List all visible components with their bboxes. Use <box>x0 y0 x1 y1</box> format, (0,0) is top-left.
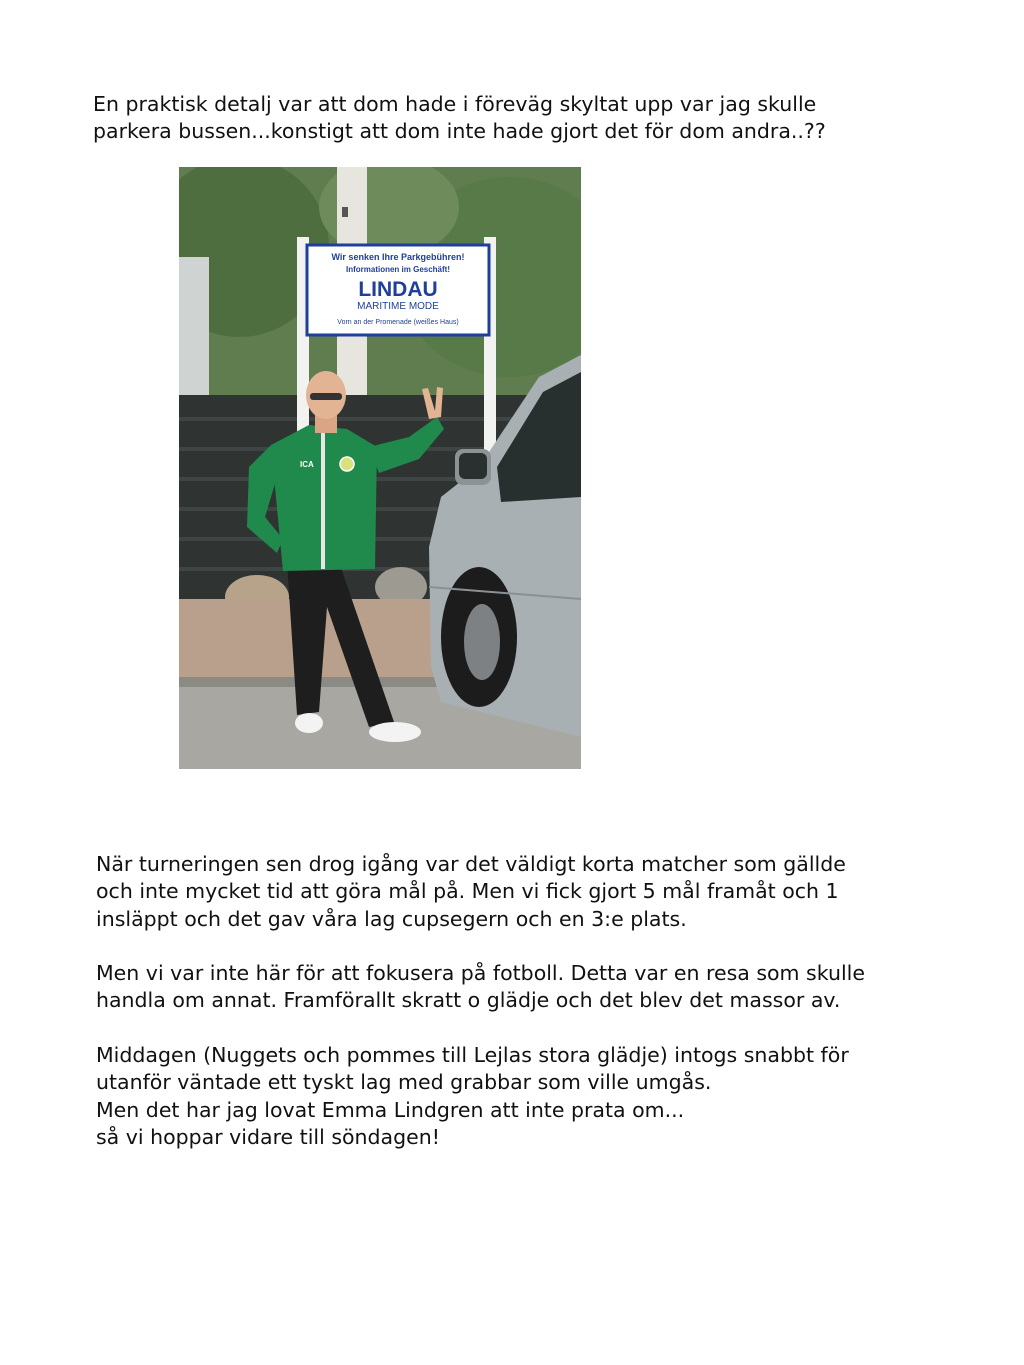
fun-paragraph <box>96 960 865 1015</box>
sign-brand: LINDAU <box>358 278 438 301</box>
parking-sign-photo <box>179 167 581 769</box>
jacket-logo: ICA <box>300 460 314 469</box>
body-line: handla om annat. Framförallt skratt o glädje och det blev det massor av. <box>96 988 841 1013</box>
body-line: och inte mycket tid att göra mål på. Men vi fick gjort 5 mål framåt och 1 <box>96 879 839 904</box>
parking-sign <box>307 245 489 335</box>
sign-line: MARITIME MODE <box>357 301 439 312</box>
body-line: insläppt och det gav våra lag cupsegern och en 3:e plats. <box>96 906 687 931</box>
body-line: Middagen (Nuggets och pommes till Lejlas stora glädje) intogs snabbt för <box>96 1043 849 1067</box>
body-line: utanför väntade ett tyskt lag med grabbar som ville umgås. <box>96 1070 712 1095</box>
intro-line: En praktisk detalj var att dom hade i föreväg skyltat upp var jag skulle <box>93 92 817 116</box>
body-line: När turneringen sen drog igång var det väldigt korta matcher som gällde <box>96 852 846 876</box>
body-line: Men vi var inte här för att fokusera på fotboll. Detta var en resa som skulle <box>96 961 865 985</box>
sign-line: Wir senken Ihre Parkgebühren! <box>331 252 465 262</box>
dinner-paragraph <box>96 1042 849 1152</box>
tournament-paragraph <box>96 851 846 933</box>
body-line: så vi hoppar vidare till söndagen! <box>96 1125 440 1150</box>
body-line: Men det har jag lovat Emma Lindgren att inte prata om... <box>96 1097 685 1122</box>
intro-line: parkera bussen...konstigt att dom inte hade gjort det för dom andra..?? <box>93 119 826 144</box>
intro-paragraph <box>93 91 826 146</box>
sign-line: Informationen im Geschäft! <box>345 265 451 274</box>
sign-line: Vorn an der Promenade (weißes Haus) <box>337 319 459 326</box>
